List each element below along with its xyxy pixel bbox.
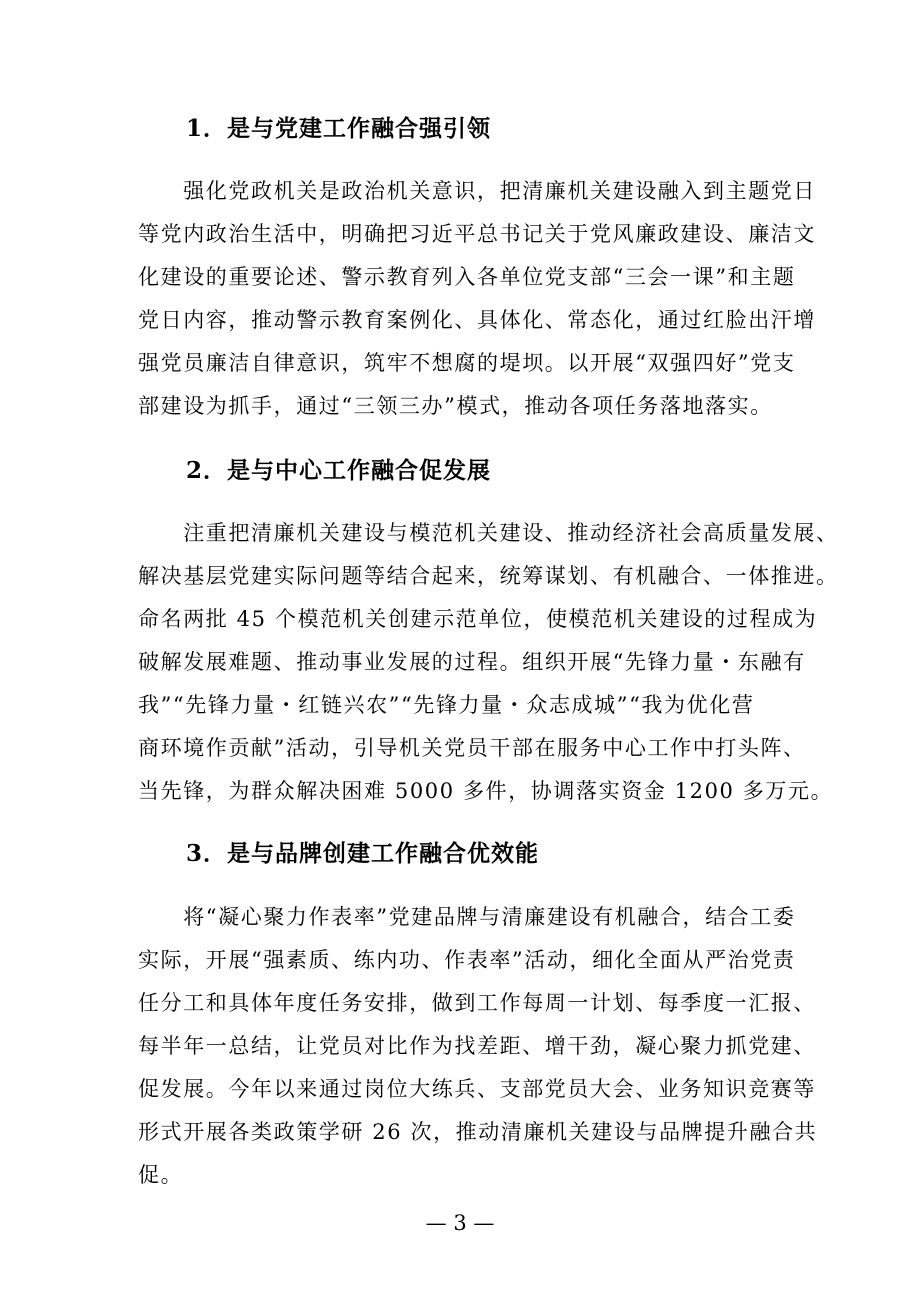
section-2-paragraph bbox=[138, 512, 839, 813]
paragraph-line: 强党员廉洁自律意识，筑牢不想腐的堤坝。以开展“双强四好”党支 bbox=[138, 351, 796, 375]
paragraph-line: 破解发展难题、推动事业发展的过程。组织开展“先锋力量・东融有 bbox=[138, 650, 806, 674]
paragraph-line: 化建设的重要论述、警示教育列入各单位党支部“三会一课”和主题 bbox=[138, 265, 796, 289]
section-3-heading: 3．是与品牌创建工作融合优效能 bbox=[186, 840, 540, 867]
paragraph-line: 商环境作贡献”活动，引导机关党员干部在服务中心工作中打头阵、 bbox=[138, 736, 806, 760]
paragraph-line: 任分工和具体年度任务安排，做到工作每周一计划、每季度一汇报、 bbox=[138, 991, 816, 1015]
paragraph-line: 注重把清廉机关建设与模范机关建设、推动经济社会高质量发展、 bbox=[138, 521, 839, 545]
paragraph-line: 将“凝心聚力作表率”党建品牌与清廉建设有机融合，结合工委 bbox=[138, 905, 796, 929]
paragraph-line: 形式开展各类政策学研 26 次，推动清廉机关建设与品牌提升融合共 bbox=[138, 1120, 818, 1144]
paragraph-line: 党日内容，推动警示教育案例化、具体化、常态化，通过红脸出汗增 bbox=[138, 308, 816, 332]
section-1-heading: 1．是与党建工作融合强引领 bbox=[186, 115, 492, 142]
paragraph-line: 部建设为抓手，通过“三领三办”模式，推动各项任务落地落实。 bbox=[138, 394, 773, 418]
paragraph-line: 命名两批 45 个模范机关创建示范单位，使模范机关建设的过程成为 bbox=[138, 607, 818, 631]
paragraph-line: 我”“先锋力量・红链兴农”“先锋力量・众志成城”“我为优化营 bbox=[138, 693, 755, 717]
paragraph-line: 解决基层党建实际问题等结合起来，统筹谋划、有机融合、一体推进。 bbox=[138, 564, 839, 588]
paragraph-line: 每半年一总结，让党员对比作为找差距、增干劲，凝心聚力抓党建、 bbox=[138, 1034, 816, 1058]
paragraph-line: 实际，开展“强素质、练内功、作表率”活动，细化全面从严治党责 bbox=[138, 948, 796, 972]
paragraph-line: 促发展。今年以来通过岗位大练兵、支部党员大会、业务知识竞赛等 bbox=[138, 1077, 816, 1101]
section-1-paragraph bbox=[138, 170, 816, 428]
paragraph-line: 强化党政机关是政治机关意识，把清廉机关建设融入到主题党日 bbox=[138, 179, 816, 203]
section-3-paragraph bbox=[138, 896, 818, 1197]
page-number: — 3 — bbox=[425, 1211, 495, 1235]
section-2-heading: 2．是与中心工作融合促发展 bbox=[186, 457, 492, 484]
paragraph-line: 等党内政治生活中，明确把习近平总书记关于党风廉政建设、廉洁文 bbox=[138, 222, 816, 246]
paragraph-line: 当先锋，为群众解决困难 5000 多件，协调落实资金 1200 多万元。 bbox=[138, 779, 834, 803]
paragraph-line: 促。 bbox=[138, 1163, 184, 1187]
